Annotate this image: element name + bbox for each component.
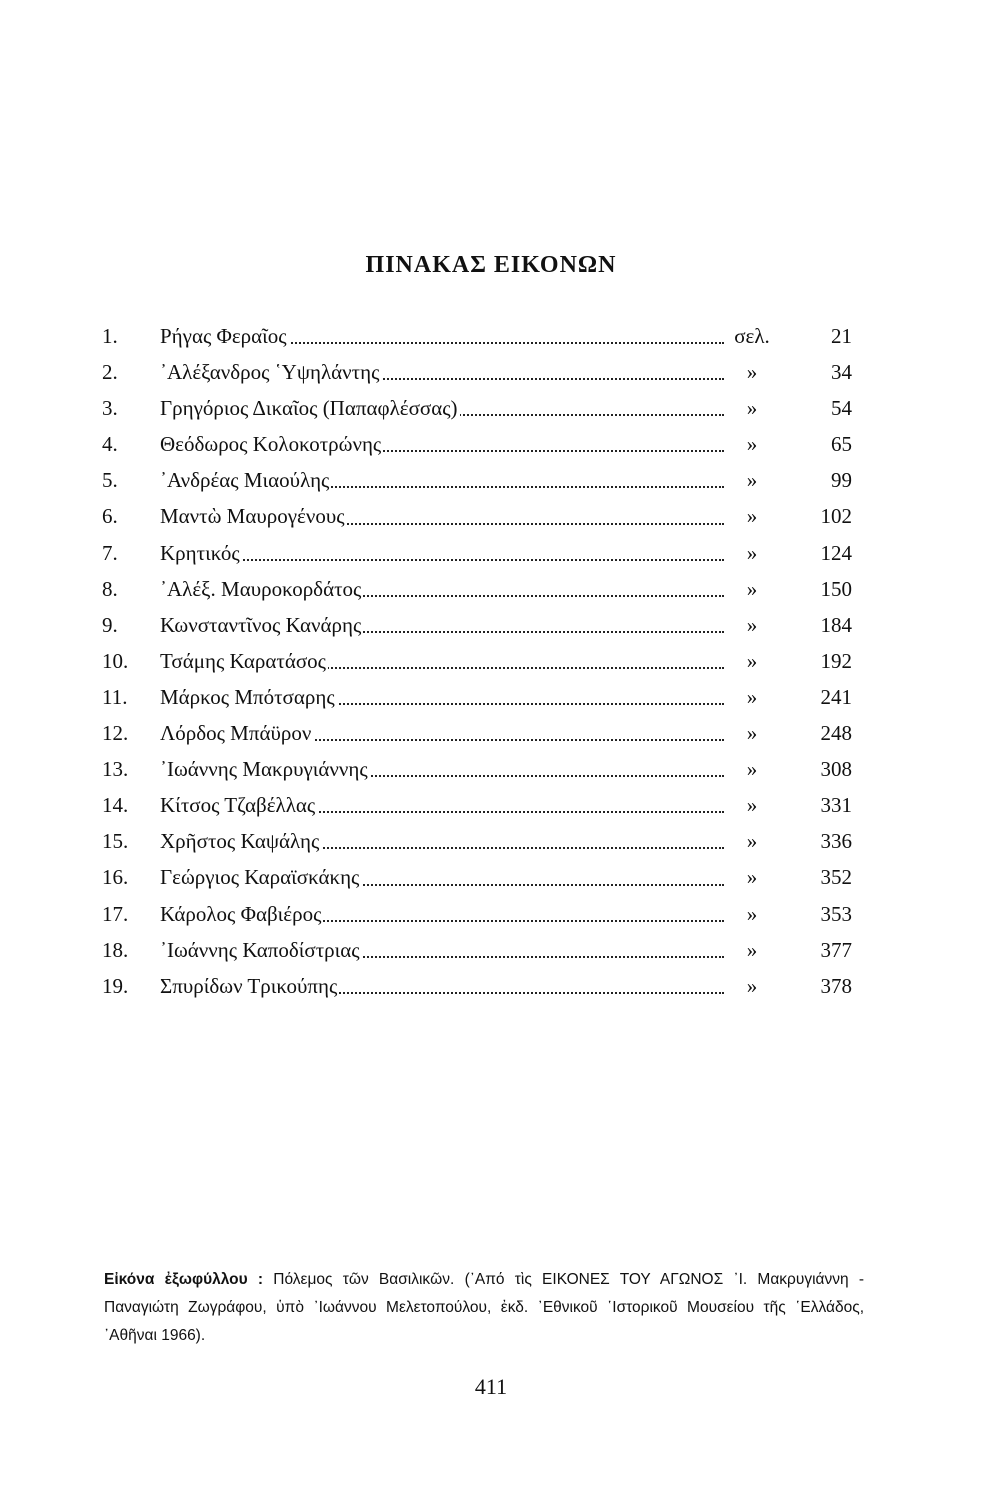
list-item (102, 787, 852, 823)
entry-name: Μάρκος Μπότσαρης (160, 684, 335, 709)
entry-page-unit: » (746, 360, 758, 385)
entry-name-leader (160, 896, 724, 932)
list-item (102, 426, 852, 462)
entry-page-number: 331 (820, 793, 852, 818)
entry-page-unit: » (746, 937, 758, 962)
entry-name: Τσάμης Καρατάσος (160, 648, 326, 673)
cover-caption-label: Εἰκόνα ἐξωφύλλου : (104, 1271, 264, 1288)
entry-number: 7. (102, 540, 118, 565)
entry-page-unit: » (746, 973, 758, 998)
entry-number: 10. (102, 648, 129, 673)
entry-page-number: 241 (820, 684, 852, 709)
entry-page-unit: » (746, 757, 758, 782)
entry-page-number: 184 (820, 612, 852, 637)
entry-name: Κίτσος Τζαβέλλας (160, 793, 316, 818)
entry-name-leader (160, 607, 724, 643)
list-item (102, 498, 852, 534)
entry-number: 14. (102, 793, 129, 818)
entry-number: 17. (102, 901, 129, 926)
entry-name-leader (160, 823, 724, 859)
list-item (102, 751, 852, 787)
entry-page-unit: » (746, 721, 758, 746)
list-item (102, 354, 852, 390)
entry-name-leader (160, 426, 724, 462)
list-item (102, 896, 852, 932)
entry-name: Κάρολος Φαβιέρος (160, 901, 322, 926)
entry-page-unit: » (746, 468, 758, 493)
entry-name: Χρῆστος Καψάλης (160, 829, 320, 854)
entry-page-number: 34 (831, 360, 852, 385)
entry-number: 1. (102, 324, 118, 348)
list-item (102, 823, 852, 859)
entry-page-number: 308 (820, 757, 852, 782)
entry-number: 8. (102, 576, 118, 601)
entry-page-number: 336 (820, 829, 852, 854)
entry-name: Θεόδωρος Κολοκοτρώνης (160, 432, 382, 457)
entry-page-number: 54 (831, 396, 852, 421)
entry-name: Γεώργιος Καραϊσκάκης (160, 865, 360, 890)
entry-name: ᾿Αλέξ. Μαυροκορδάτος (160, 576, 362, 601)
entry-name: ᾿Αλέξανδρος ῾Υψηλάντης (160, 360, 380, 385)
entry-page-number: 150 (820, 576, 852, 601)
entry-name: Λόρδος Μπάϋρον (160, 721, 312, 746)
entry-page-unit: » (746, 793, 758, 818)
entry-name-leader (160, 968, 724, 1004)
entry-page-number: 102 (820, 504, 852, 529)
entry-number: 3. (102, 396, 118, 421)
entry-name-leader (160, 859, 724, 895)
entry-page-number: 377 (820, 937, 852, 962)
entry-page-number: 192 (820, 648, 852, 673)
entry-page-number: 124 (820, 540, 852, 565)
entry-page-number: 353 (820, 901, 852, 926)
list-item (102, 968, 852, 1004)
entry-name: Γρηγόριος Δικαῖος (Παπαφλέσσας) (160, 396, 458, 421)
entry-number: 9. (102, 612, 118, 637)
cover-caption-text: Πόλεμος τῶν Βασιλικῶν. (᾿Από τὶς ΕΙΚΟΝΕΣ ΤΟΥ ΑΓΩΝΟΣ ᾿Ι. Μακρυγιάννη - Παναγιώτη Ζωγράφου, ὑπὸ ᾿Ιωάννου Μελετοπούλου, ἐκδ. ᾿Εθνικοῦ ῾Ιστορικοῦ Μουσείου τῆς ῾Ελλάδος, ᾿Αθῆναι 1966). (104, 1271, 864, 1344)
entry-page-unit: » (746, 684, 758, 709)
list-item (102, 318, 852, 354)
list-item (102, 679, 852, 715)
entry-number: 13. (102, 757, 129, 782)
entry-page-number: 21 (831, 324, 852, 348)
entry-name: Κρητικός (160, 540, 240, 565)
list-item (102, 535, 852, 571)
entry-page-unit: » (746, 829, 758, 854)
entry-number: 18. (102, 937, 129, 962)
entry-name: ᾿Ιωάννης Καποδίστριας (160, 937, 360, 962)
entry-name-leader (160, 932, 724, 968)
page-number: 411 (474, 1374, 508, 1399)
cover-caption (104, 1266, 864, 1350)
entry-number: 16. (102, 865, 129, 890)
entry-number: 5. (102, 468, 118, 493)
entry-page-unit: » (746, 540, 758, 565)
list-item (102, 643, 852, 679)
entry-page-unit: » (746, 504, 758, 529)
entry-name-leader (160, 318, 724, 354)
entry-name: Κωνσταντῖνος Κανάρης (160, 612, 362, 637)
entry-page-unit: » (746, 396, 758, 421)
entry-page-number: 352 (820, 865, 852, 890)
entry-number: 6. (102, 504, 118, 529)
entry-page-number: 378 (820, 973, 852, 998)
list-item (102, 462, 852, 498)
entry-name: Μαντὼ Μαυρογένους (160, 504, 345, 529)
list-item (102, 571, 852, 607)
entry-name-leader (160, 390, 724, 426)
entry-name-leader (160, 462, 724, 498)
entry-number: 15. (102, 829, 129, 854)
figures-list (102, 318, 852, 1004)
list-item (102, 715, 852, 751)
entry-name: ᾿Ιωάννης Μακρυγιάννης (160, 757, 368, 782)
entry-name-leader (160, 571, 724, 607)
entry-name-leader (160, 354, 724, 390)
entry-number: 19. (102, 973, 129, 998)
entry-page-number: 248 (820, 721, 852, 746)
dot-leader (160, 559, 724, 561)
list-item (102, 607, 852, 643)
entry-page-number: 65 (831, 432, 852, 457)
entry-name-leader (160, 498, 724, 534)
entry-number: 4. (102, 432, 118, 457)
entry-name-leader (160, 679, 724, 715)
entry-page-unit: » (746, 648, 758, 673)
entry-name-leader (160, 751, 724, 787)
list-item (102, 932, 852, 968)
entry-page-unit: » (746, 865, 758, 890)
entry-page-unit: » (746, 901, 758, 926)
entry-name-leader (160, 715, 724, 751)
entry-name-leader (160, 787, 724, 823)
list-item (102, 859, 852, 895)
entry-page-unit: » (746, 432, 758, 457)
list-item (102, 390, 852, 426)
entry-page-unit: » (746, 612, 758, 637)
entry-number: 11. (102, 684, 128, 709)
entry-number: 2. (102, 360, 118, 385)
entry-name: Σπυρίδων Τρικούπης (160, 973, 338, 998)
entry-name-leader (160, 643, 724, 679)
entry-name: Ρήγας Φεραῖος (160, 324, 287, 348)
entry-number: 12. (102, 721, 129, 746)
page-title: ΠΙΝΑΚΑΣ ΕΙΚΟΝΩΝ (365, 252, 617, 278)
entry-page-unit: » (746, 576, 758, 601)
entry-page-unit: σελ. (734, 324, 770, 348)
entry-page-number: 99 (831, 468, 852, 493)
entry-name: ᾿Ανδρέας Μιαούλης (160, 468, 330, 493)
entry-name-leader (160, 535, 724, 571)
